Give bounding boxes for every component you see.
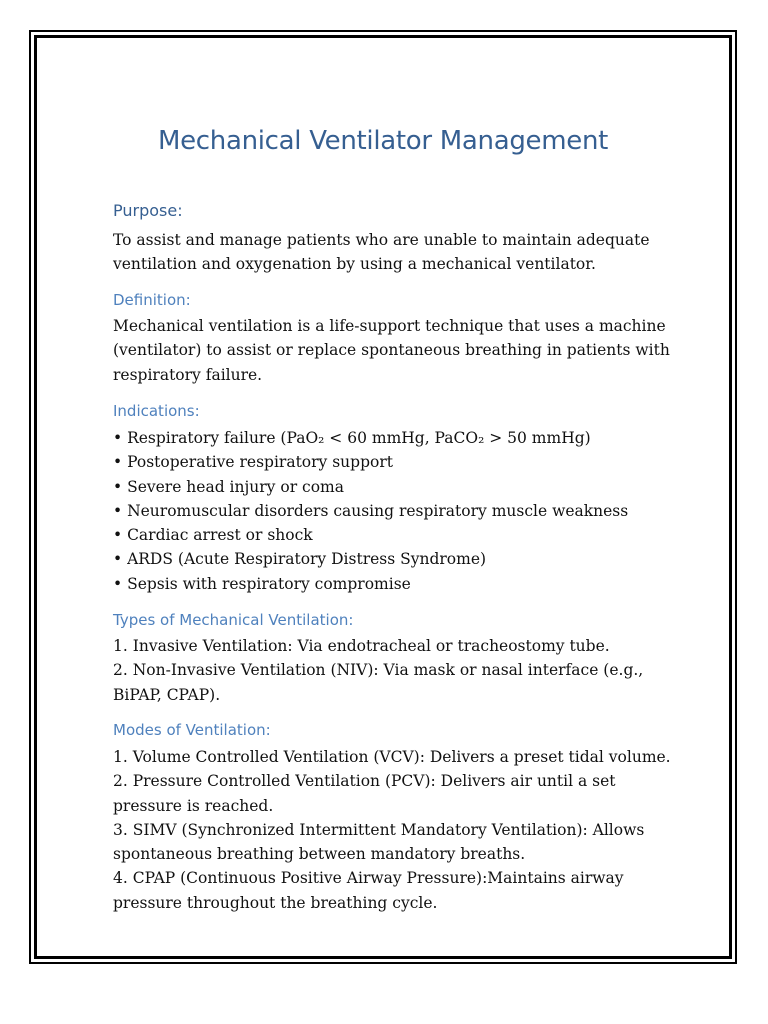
list-item: • Neuromuscular disorders causing respiratory muscle weakness	[113, 501, 629, 520]
list-item: 1. Invasive Ventilation: Via endotracheal or tracheostomy tube.	[113, 637, 610, 655]
purpose-line: ventilation and oxygenation by using a mechanical ventilator.	[113, 255, 596, 274]
definition-text	[113, 314, 673, 387]
list-item: • Severe head injury or coma	[113, 477, 344, 496]
list-item: pressure throughout the breathing cycle.	[113, 893, 438, 912]
list-item: 2. Non-Invasive Ventilation (NIV): Via mask or nasal interface (e.g.,	[113, 661, 644, 680]
list-item: spontaneous breathing between mandatory breaths.	[113, 845, 526, 864]
list-item: • Cardiac arrest or shock	[113, 526, 313, 545]
list-item: • ARDS (Acute Respiratory Distress Syndrome)	[113, 550, 487, 569]
modes-heading: Modes of Ventilation:	[113, 721, 271, 739]
list-item: 3. SIMV (Synchronized Intermittent Mandatory Ventilation): Allows	[113, 820, 645, 839]
definition-line: respiratory failure.	[113, 365, 263, 384]
purpose-heading: Purpose:	[113, 201, 183, 220]
types-heading: Types of Mechanical Ventilation:	[113, 611, 354, 629]
list-item: 1. Volume Controlled Ventilation (VCV): Delivers a preset tidal volume.	[113, 748, 671, 766]
list-item: BiPAP, CPAP).	[113, 685, 221, 704]
purpose-text	[113, 228, 673, 277]
document-title: Mechanical Ventilator Management	[157, 126, 609, 156]
list-item: 2. Pressure Controlled Ventilation (PCV): Delivers air until a set	[113, 772, 616, 791]
types-list	[113, 634, 673, 707]
indications-heading: Indications:	[113, 402, 200, 420]
list-item: • Postoperative respiratory support	[113, 453, 393, 472]
list-item: • Sepsis with respiratory compromise	[113, 574, 411, 593]
indications-list	[113, 426, 673, 596]
definition-line: Mechanical ventilation is a life-support technique that uses a machine	[113, 317, 666, 335]
list-item: pressure is reached.	[113, 796, 274, 815]
modes-list	[113, 745, 673, 915]
list-item: 4. CPAP (Continuous Positive Airway Pressure):Maintains airway	[113, 869, 624, 888]
definition-heading: Definition:	[113, 291, 191, 309]
list-item: • Respiratory failure (PaO₂ < 60 mmHg, PaCO₂ > 50 mmHg)	[113, 429, 591, 447]
definition-line: (ventilator) to assist or replace spontaneous breathing in patients with	[113, 341, 670, 360]
purpose-line: To assist and manage patients who are unable to maintain adequate	[113, 231, 650, 249]
